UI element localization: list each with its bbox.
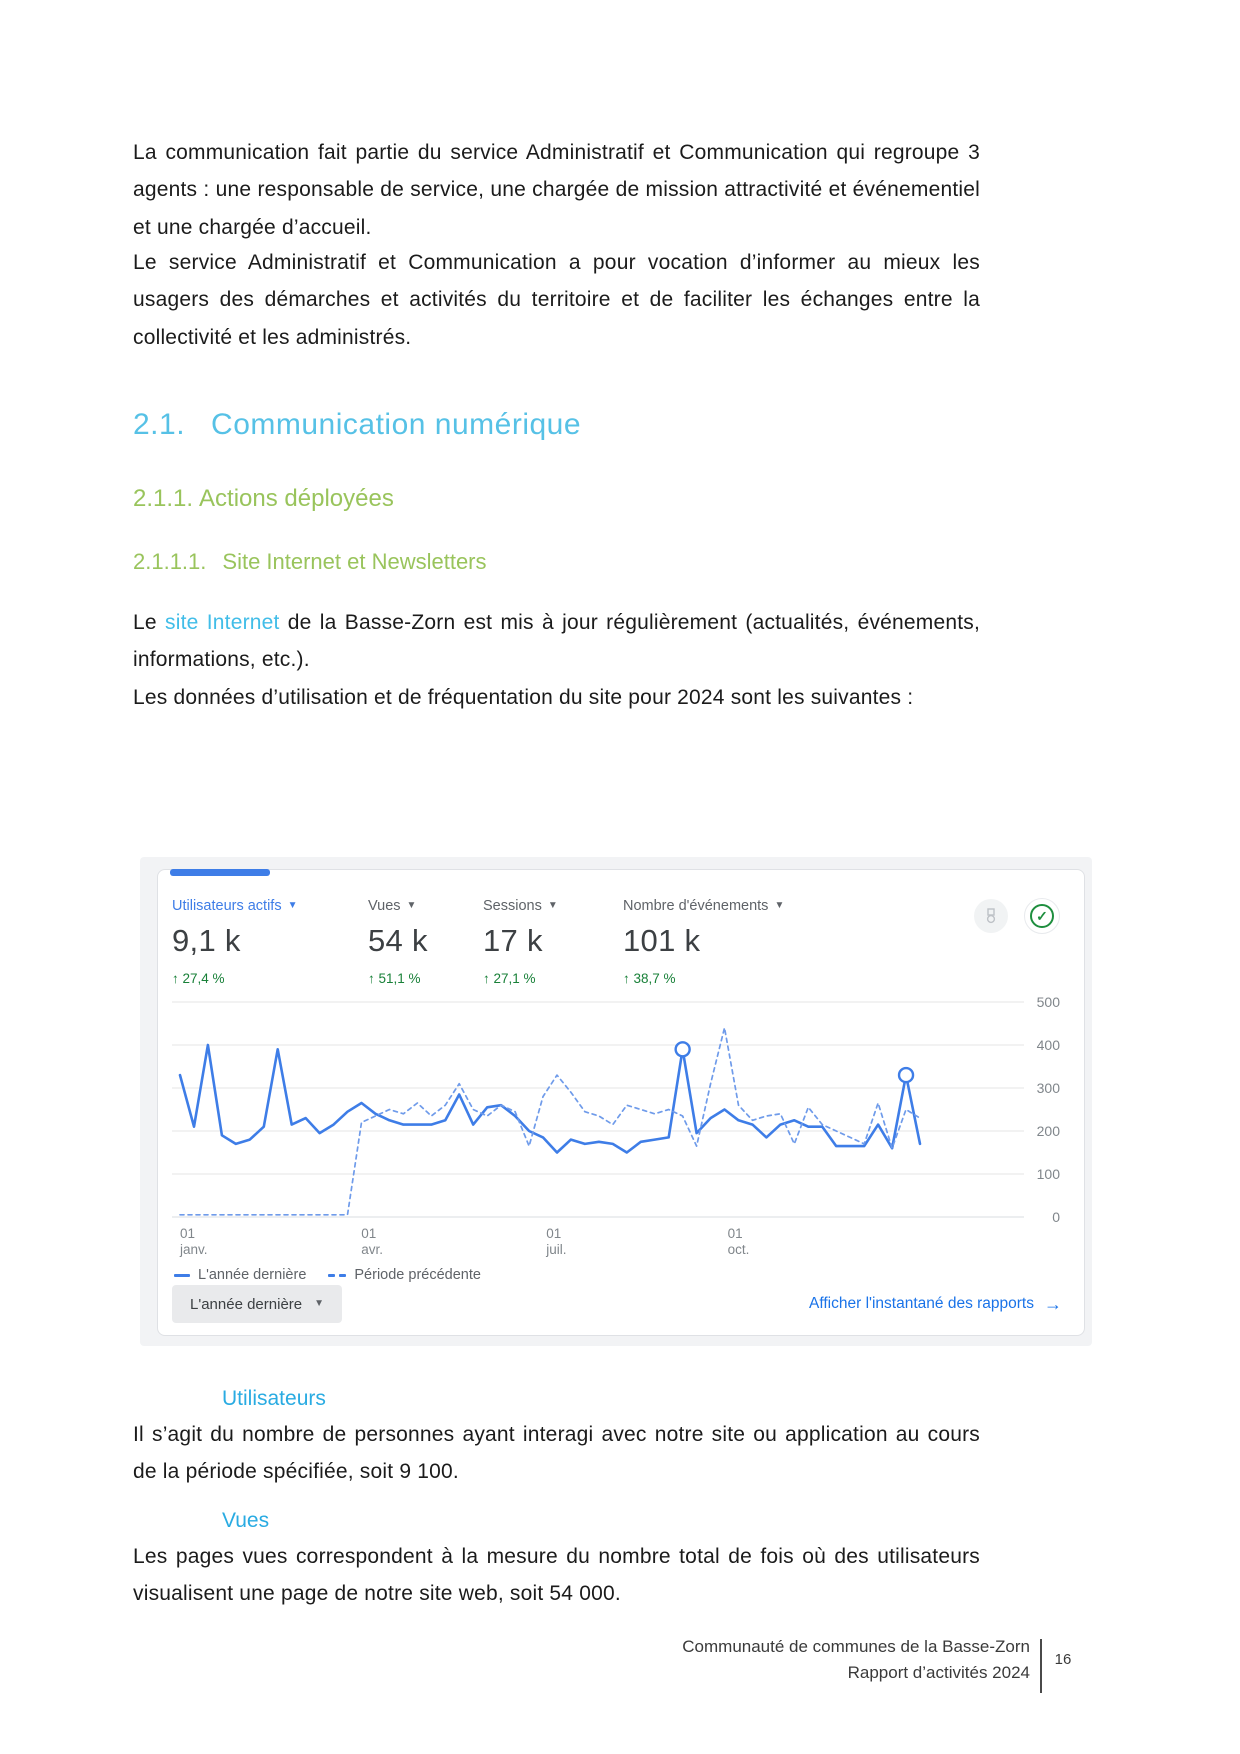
- up-arrow-icon: ↑: [483, 971, 490, 986]
- paragraph-service-vocation: Le service Administratif et Communication a pour vocation d’informer au mieux les usagers des démarches et activités du territoire et de faciliter les échanges entre la collectivité et les administrés.: [133, 251, 980, 349]
- footer-divider: [1040, 1639, 1042, 1693]
- metric-value: 9,1 k: [172, 923, 241, 958]
- metrics-row: [158, 870, 1084, 986]
- metric-delta: [623, 971, 883, 986]
- metric-views: [368, 898, 483, 986]
- metric-selector-sessions[interactable]: [483, 898, 623, 914]
- solid-line-swatch: [174, 1274, 190, 1277]
- site-internet-link[interactable]: site Internet: [165, 611, 280, 634]
- metric-label: Vues: [368, 898, 401, 914]
- chevron-down-icon: ▼: [287, 900, 298, 911]
- insights-icon[interactable]: [974, 899, 1008, 933]
- chart-y-tick-label: 100: [1036, 1166, 1060, 1182]
- delta-value: 38,7 %: [633, 971, 676, 986]
- chevron-down-icon: ▼: [314, 1298, 325, 1309]
- chart-y-tick-label: 500: [1036, 994, 1060, 1010]
- reports-snapshot-link[interactable]: [809, 1294, 1062, 1315]
- paragraph-communication-service: La communication fait partie du service Administratif et Communication qui regroupe 3 agents : une responsable de service, une chargée de mission attractivité et événementiel et une chargée d’accueil.: [133, 141, 980, 239]
- intro-sentence: [133, 604, 980, 679]
- chart-y-tick-label: 400: [1036, 1037, 1060, 1053]
- footer-line2: Rapport d’activités 2024: [847, 1662, 1030, 1682]
- time-range-label: L'année dernière: [190, 1295, 303, 1313]
- dashed-line-swatch: [328, 1274, 346, 1277]
- heading-actions-deployees: [133, 485, 394, 513]
- metric-delta: [368, 971, 483, 986]
- chart-y-tick-label: 300: [1036, 1080, 1060, 1096]
- up-arrow-icon: ↑: [623, 971, 630, 986]
- chart-x-tick-label: 01: [361, 1226, 377, 1241]
- arrow-right-icon: →: [1044, 1293, 1062, 1314]
- intro-text: Le: [133, 611, 166, 634]
- chart-marker: [899, 1068, 913, 1082]
- tab-indicator: [170, 869, 270, 876]
- up-arrow-icon: ↑: [368, 971, 375, 986]
- page-number: 16: [1054, 1651, 1072, 1668]
- chart-legend: [158, 1265, 1084, 1283]
- metric-value: 54 k: [368, 923, 428, 958]
- chart-x-tick-label: avr.: [361, 1242, 384, 1257]
- chart-x-tick-label: janv.: [180, 1242, 208, 1257]
- paragraph-vues: Les pages vues correspondent à la mesure du nombre total de fois où des utilisateurs visualisent une page de notre site web, soit 54 000.: [133, 1545, 980, 1606]
- metric-sessions: [483, 898, 623, 986]
- heading-label: Actions déployées: [199, 485, 394, 512]
- chart-x-tick-label: 01: [727, 1226, 743, 1241]
- chart-x-tick-label: juil.: [546, 1242, 567, 1257]
- chart-series-line: [180, 1045, 920, 1153]
- chevron-down-icon: ▼: [547, 900, 558, 911]
- heading-label: Site Internet et Newsletters: [222, 549, 487, 574]
- metric-selector-active-users[interactable]: [172, 898, 368, 914]
- reports-link-label: Afficher l'instantané des rapports: [809, 1295, 1034, 1312]
- chevron-down-icon: ▼: [774, 900, 785, 911]
- intro-text: de la Basse-Zorn est mis à jour régulièrement (actualités, événements, informations, etc.).: [133, 611, 981, 672]
- card-actions: [974, 898, 1070, 934]
- metric-value: 101 k: [623, 923, 701, 958]
- metric-events: [623, 898, 883, 986]
- paragraph-site-internet: [133, 604, 980, 716]
- legend-label: L'année dernière: [198, 1267, 307, 1283]
- chevron-down-icon: ▼: [406, 900, 417, 911]
- metric-active-users: [172, 898, 368, 986]
- medal-icon-glyph: [983, 908, 999, 924]
- metric-selector-views[interactable]: [368, 898, 483, 914]
- metric-delta: [172, 971, 368, 986]
- heading-number: 2.1.1.: [133, 485, 194, 512]
- analytics-panel: [140, 857, 1092, 1346]
- analytics-card: [157, 869, 1085, 1336]
- heading-site-internet-newsletters: [133, 549, 487, 575]
- heading-number: 2.1.1.1.: [133, 549, 207, 574]
- check-icon: ✓: [1030, 904, 1054, 928]
- chart-marker: [676, 1042, 690, 1056]
- subsection-title-utilisateurs: Utilisateurs: [222, 1387, 326, 1410]
- paragraph-utilisateurs: Il s’agit du nombre de personnes ayant interagi avec notre site ou application au cours de la période spécifiée, soit 9 100.: [133, 1423, 980, 1484]
- page-footer: [530, 1634, 1030, 1685]
- up-arrow-icon: ↑: [172, 971, 179, 986]
- metric-value: 17 k: [483, 923, 543, 958]
- metric-label: Sessions: [483, 898, 542, 914]
- chart-y-tick-label: 200: [1036, 1123, 1060, 1139]
- legend-item-last-year: [174, 1267, 306, 1283]
- chart-y-tick-label: 0: [1052, 1209, 1060, 1225]
- card-footer: [158, 1285, 1084, 1323]
- metric-label: Utilisateurs actifs: [172, 898, 282, 914]
- footer-line1: Communauté de communes de la Basse-Zorn: [682, 1637, 1030, 1656]
- status-ok-icon[interactable]: [1024, 898, 1060, 934]
- metric-selector-events[interactable]: [623, 898, 883, 914]
- heading-communication-numerique: [133, 408, 581, 442]
- heading-label: Communication numérique: [211, 408, 582, 441]
- delta-value: 51,1 %: [378, 971, 421, 986]
- delta-value: 27,1 %: [493, 971, 536, 986]
- time-range-dropdown[interactable]: [172, 1285, 342, 1323]
- chart-x-tick-label: oct.: [727, 1242, 750, 1257]
- heading-number: 2.1.: [133, 408, 186, 441]
- chart-x-tick-label: 01: [180, 1226, 196, 1241]
- chart-area: [158, 986, 1084, 1265]
- chart-x-tick-label: 01: [546, 1226, 562, 1241]
- analytics-chart: [172, 988, 1088, 1260]
- metric-delta: [483, 971, 623, 986]
- subsection-title-vues: Vues: [222, 1509, 270, 1532]
- metric-label: Nombre d'événements: [623, 898, 769, 914]
- intro-line2: Les données d’utilisation et de fréquentation du site pour 2024 sont les suivantes :: [133, 685, 914, 709]
- legend-item-previous-period: [328, 1267, 481, 1283]
- delta-value: 27,4 %: [182, 971, 225, 986]
- legend-label: Période précédente: [354, 1267, 481, 1283]
